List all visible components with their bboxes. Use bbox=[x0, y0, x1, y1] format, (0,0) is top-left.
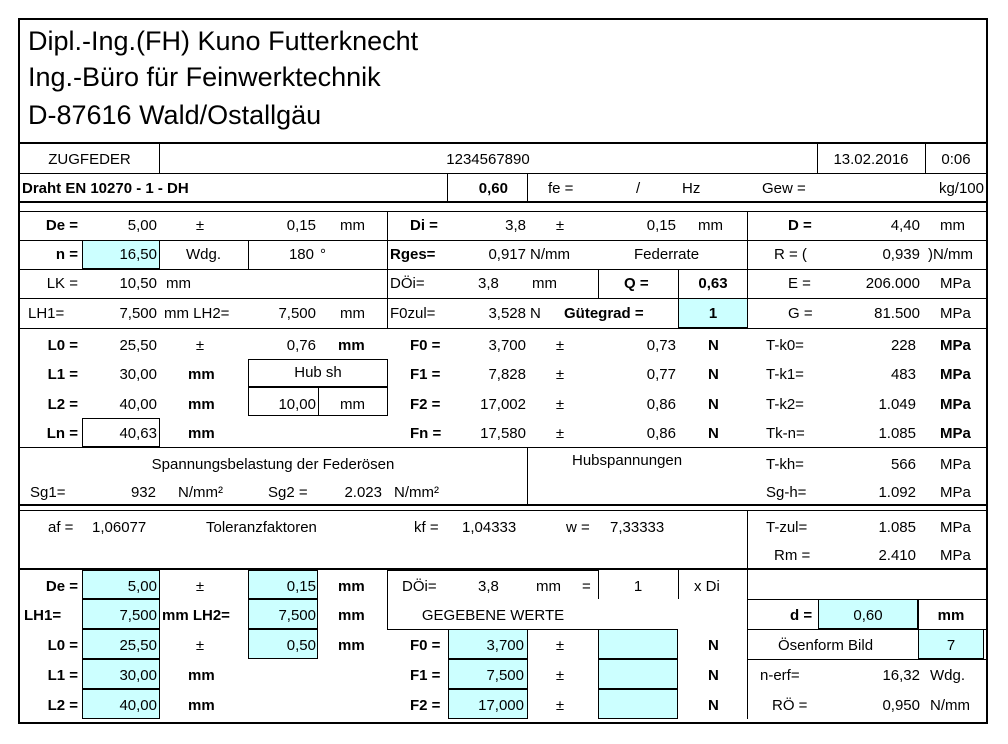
fe-label: fe = bbox=[548, 180, 574, 197]
de-value: 5,00 bbox=[127, 217, 157, 234]
fn-tol: 0,86 bbox=[646, 425, 676, 442]
f1b-label: F1 = bbox=[410, 667, 441, 684]
w-value: 7,33333 bbox=[610, 519, 665, 536]
r-value: 0,939 bbox=[882, 246, 920, 263]
wire-spec: Draht EN 10270 - 1 - DH bbox=[22, 180, 189, 197]
company-address: D-87616 Wald/Ostallgäu bbox=[28, 100, 322, 130]
l0-label: L0 = bbox=[47, 337, 78, 354]
f1-label: F1 = bbox=[410, 366, 441, 383]
f0-pm: ± bbox=[555, 337, 565, 354]
lh1-label: LH1= bbox=[28, 305, 65, 322]
l1b-unit: mm bbox=[188, 667, 215, 684]
tk0-label: T-k0= bbox=[766, 337, 804, 354]
gew-label: Gew = bbox=[762, 180, 806, 197]
company-subtitle: Ing.-Büro für Feinwerktechnik bbox=[28, 62, 381, 92]
de-tol: 0,15 bbox=[286, 217, 316, 234]
drawing-number: 1234567890 bbox=[446, 151, 530, 168]
l0-pm: ± bbox=[195, 337, 205, 354]
toleranzfaktoren-label: Toleranzfaktoren bbox=[206, 519, 317, 536]
f1b-pm: ± bbox=[555, 667, 565, 684]
kf-label: kf = bbox=[414, 519, 439, 536]
tk0-value: 228 bbox=[890, 337, 916, 354]
tk2-value: 1.049 bbox=[878, 396, 916, 413]
f1-tol-input[interactable] bbox=[598, 659, 678, 689]
tkn-label: Tk-n= bbox=[766, 425, 805, 442]
l2b-value: 40,00 bbox=[119, 697, 157, 714]
lk-unit: mm bbox=[166, 275, 191, 292]
l2b-unit: mm bbox=[188, 697, 215, 714]
rm-label: Rm = bbox=[774, 547, 811, 564]
l0b-label: L0 = bbox=[47, 637, 78, 654]
tk2-unit: MPa bbox=[940, 396, 971, 413]
lhb-unit: mm bbox=[338, 607, 365, 624]
l1b-label: L1 = bbox=[47, 667, 78, 684]
de2-label: De = bbox=[45, 578, 78, 595]
f0-label: F0 = bbox=[410, 337, 441, 354]
l0b-value: 25,50 bbox=[119, 637, 157, 654]
fe-slash: / bbox=[636, 180, 641, 197]
r-label: R = ( bbox=[774, 246, 807, 263]
f0b-unit: N bbox=[708, 637, 719, 654]
rm-unit: MPa bbox=[940, 547, 971, 564]
l2-label: L2 = bbox=[47, 396, 78, 413]
l1-value: 30,00 bbox=[119, 366, 157, 383]
de-label: De = bbox=[45, 217, 78, 234]
di-pm: ± bbox=[555, 217, 565, 234]
f0zul-unit: N bbox=[530, 305, 541, 322]
doi2-factor: 1 bbox=[633, 578, 643, 595]
guetegrad-value: 1 bbox=[708, 305, 718, 322]
f2b-unit: N bbox=[708, 697, 719, 714]
rges-unit: N/mm bbox=[530, 246, 570, 263]
doi-unit: mm bbox=[532, 275, 557, 292]
nerf-unit: Wdg. bbox=[930, 667, 966, 684]
kf-value: 1,04333 bbox=[462, 519, 517, 536]
l0-unit: mm bbox=[338, 337, 365, 354]
rm-value: 2.410 bbox=[878, 547, 916, 564]
d-value: 4,40 bbox=[890, 217, 920, 234]
d2-unit: mm bbox=[937, 607, 965, 624]
lh2b-value: 7,500 bbox=[278, 607, 316, 624]
l0b-pm: ± bbox=[195, 637, 205, 654]
f2b-value: 17,000 bbox=[478, 697, 524, 714]
doi-label: DÖi= bbox=[390, 275, 425, 292]
gew-unit: kg/100 bbox=[938, 180, 984, 197]
lk-label: LK = bbox=[46, 275, 78, 292]
f1-unit: N bbox=[708, 366, 719, 383]
wire-diameter: 0,60 bbox=[478, 180, 508, 197]
guetegrad-label: Gütegrad = bbox=[564, 305, 644, 322]
f2-value: 17,002 bbox=[480, 396, 526, 413]
sgh-label: Sg-h= bbox=[766, 484, 807, 501]
af-label: af = bbox=[48, 519, 74, 536]
doi2-unit: mm bbox=[536, 578, 561, 595]
date: 13.02.2016 bbox=[833, 151, 909, 168]
f1b-unit: N bbox=[708, 667, 719, 684]
w-label: w = bbox=[566, 519, 590, 536]
tk2-label: T-k2= bbox=[766, 396, 804, 413]
e-label: E = bbox=[788, 275, 811, 292]
sg2-value: 2.023 bbox=[344, 484, 382, 501]
sg1-value: 932 bbox=[130, 484, 156, 501]
l0b-tol: 0,50 bbox=[286, 637, 316, 654]
sg1-label: Sg1= bbox=[30, 484, 66, 501]
l1-unit: mm bbox=[188, 366, 215, 383]
f1b-value: 7,500 bbox=[486, 667, 524, 684]
n-label: n = bbox=[55, 246, 78, 263]
de2-value: 5,00 bbox=[127, 578, 157, 595]
time: 0:06 bbox=[941, 151, 971, 168]
fn-unit: N bbox=[708, 425, 719, 442]
tkh-value: 566 bbox=[890, 456, 916, 473]
de-pm: ± bbox=[195, 217, 205, 234]
n-value: 16,50 bbox=[119, 246, 157, 263]
angle-value: 180 bbox=[288, 246, 314, 263]
f2b-label: F2 = bbox=[410, 697, 441, 714]
l0-value: 25,50 bbox=[119, 337, 157, 354]
lh-unit: mm bbox=[340, 305, 365, 322]
l2-value: 40,00 bbox=[119, 396, 157, 413]
l1b-value: 30,00 bbox=[119, 667, 157, 684]
sg1-unit: N/mm² bbox=[178, 484, 223, 501]
company-name: Dipl.-Ing.(FH) Kuno Futterknecht bbox=[28, 26, 419, 56]
d2-value: 0,60 bbox=[853, 607, 883, 624]
d-unit: mm bbox=[940, 217, 965, 234]
tzul-label: T-zul= bbox=[766, 519, 808, 536]
tzul-value: 1.085 bbox=[878, 519, 916, 536]
tkn-value: 1.085 bbox=[878, 425, 916, 442]
f0-value: 3,700 bbox=[488, 337, 526, 354]
sgh-value: 1.092 bbox=[878, 484, 916, 501]
f2-unit: N bbox=[708, 396, 719, 413]
doi2-eq: = bbox=[582, 578, 591, 595]
e-value: 206.000 bbox=[865, 275, 920, 292]
nerf-label: n-erf= bbox=[760, 667, 800, 684]
q-label: Q = bbox=[624, 275, 649, 292]
f2-pm: ± bbox=[555, 396, 565, 413]
f1-tol: 0,77 bbox=[646, 366, 676, 383]
ln-unit: mm bbox=[188, 425, 215, 442]
af-value: 1,06077 bbox=[92, 519, 147, 536]
l0-tol: 0,76 bbox=[286, 337, 316, 354]
f0b-label: F0 = bbox=[410, 637, 441, 654]
tzul-unit: MPa bbox=[940, 519, 971, 536]
g-label: G = bbox=[788, 305, 813, 322]
g-value: 81.500 bbox=[874, 305, 920, 322]
lh2-label: mm LH2= bbox=[164, 305, 230, 322]
ln-value: 40,63 bbox=[119, 425, 157, 442]
f2b-pm: ± bbox=[555, 697, 565, 714]
doi2-xdi: x Di bbox=[694, 578, 720, 595]
di-label: Di = bbox=[410, 217, 438, 234]
lh2b-label: mm LH2= bbox=[162, 607, 230, 624]
e-unit: MPa bbox=[940, 275, 971, 292]
oesen-stress-title: Spannungsbelastung der Federösen bbox=[151, 456, 395, 473]
lk-value: 10,50 bbox=[119, 275, 157, 292]
g-unit: MPa bbox=[940, 305, 971, 322]
f0b-value: 3,700 bbox=[486, 637, 524, 654]
f2-label: F2 = bbox=[410, 396, 441, 413]
tkh-unit: MPa bbox=[940, 456, 971, 473]
hub-unit: mm bbox=[340, 396, 365, 413]
fn-label: Fn = bbox=[410, 425, 442, 442]
hub-label: Hub sh bbox=[294, 364, 342, 381]
d-label: D = bbox=[788, 217, 812, 234]
gegebene-werte-label: GEGEBENE WERTE bbox=[421, 607, 565, 624]
federrate-label: Federrate bbox=[634, 246, 700, 263]
hz-label: Hz bbox=[682, 180, 701, 197]
lh1b-value: 7,500 bbox=[119, 607, 157, 624]
de2-unit: mm bbox=[338, 578, 365, 595]
fn-value: 17,580 bbox=[480, 425, 526, 442]
tk0-unit: MPa bbox=[940, 337, 971, 354]
f0zul-label: F0zul= bbox=[390, 305, 436, 322]
hub-stress-title: Hubspannungen bbox=[572, 452, 683, 469]
de-unit: mm bbox=[340, 217, 365, 234]
tk1-value: 483 bbox=[890, 366, 916, 383]
rges-value: 0,917 bbox=[488, 246, 526, 263]
nerf-value: 16,32 bbox=[882, 667, 920, 684]
doi2-value: 3,8 bbox=[478, 578, 499, 595]
f0-tol-input[interactable] bbox=[598, 629, 678, 659]
oesenform-label: Ösenform Bild bbox=[778, 637, 874, 654]
l1-label: L1 = bbox=[47, 366, 78, 383]
n-unit: Wdg. bbox=[186, 246, 222, 263]
ln-label: Ln = bbox=[46, 425, 78, 442]
ro-unit: N/mm bbox=[930, 697, 970, 714]
d2-label: d = bbox=[790, 607, 813, 624]
sg2-label: Sg2 = bbox=[268, 484, 308, 501]
f0zul-value: 3,528 bbox=[488, 305, 526, 322]
doi2-label: DÖi= bbox=[402, 578, 437, 595]
tk1-unit: MPa bbox=[940, 366, 971, 383]
r-unit: )N/mm bbox=[928, 246, 973, 263]
de2-tol: 0,15 bbox=[286, 578, 316, 595]
tk1-label: T-k1= bbox=[766, 366, 804, 383]
f0b-pm: ± bbox=[555, 637, 565, 654]
di-tol: 0,15 bbox=[646, 217, 676, 234]
l0b-unit: mm bbox=[338, 637, 365, 654]
spring-type: ZUGFEDER bbox=[48, 151, 131, 168]
f0-tol: 0,73 bbox=[646, 337, 676, 354]
f2-tol-input[interactable] bbox=[598, 689, 678, 719]
rges-label: Rges= bbox=[390, 246, 436, 263]
lh1b-label: LH1= bbox=[24, 607, 62, 624]
f0-unit: N bbox=[708, 337, 719, 354]
l2-unit: mm bbox=[188, 396, 215, 413]
doi-value: 3,8 bbox=[478, 275, 499, 292]
angle-unit: ° bbox=[320, 246, 326, 263]
di-value: 3,8 bbox=[505, 217, 526, 234]
lh1-value: 7,500 bbox=[119, 305, 157, 322]
sg2-unit: N/mm² bbox=[394, 484, 439, 501]
sgh-unit: MPa bbox=[940, 484, 971, 501]
oesenform-value: 7 bbox=[946, 637, 956, 654]
tkn-unit: MPa bbox=[940, 425, 971, 442]
ro-label: RÖ = bbox=[772, 697, 808, 714]
f1-value: 7,828 bbox=[488, 366, 526, 383]
l2b-label: L2 = bbox=[47, 697, 78, 714]
fn-pm: ± bbox=[555, 425, 565, 442]
lh2-value: 7,500 bbox=[278, 305, 316, 322]
f2-tol: 0,86 bbox=[646, 396, 676, 413]
f1-pm: ± bbox=[555, 366, 565, 383]
hub-value: 10,00 bbox=[278, 396, 316, 413]
de2-pm: ± bbox=[195, 578, 205, 595]
q-value: 0,63 bbox=[698, 275, 728, 292]
ro-value: 0,950 bbox=[882, 697, 920, 714]
di-unit: mm bbox=[698, 217, 723, 234]
tkh-label: T-kh= bbox=[766, 456, 804, 473]
